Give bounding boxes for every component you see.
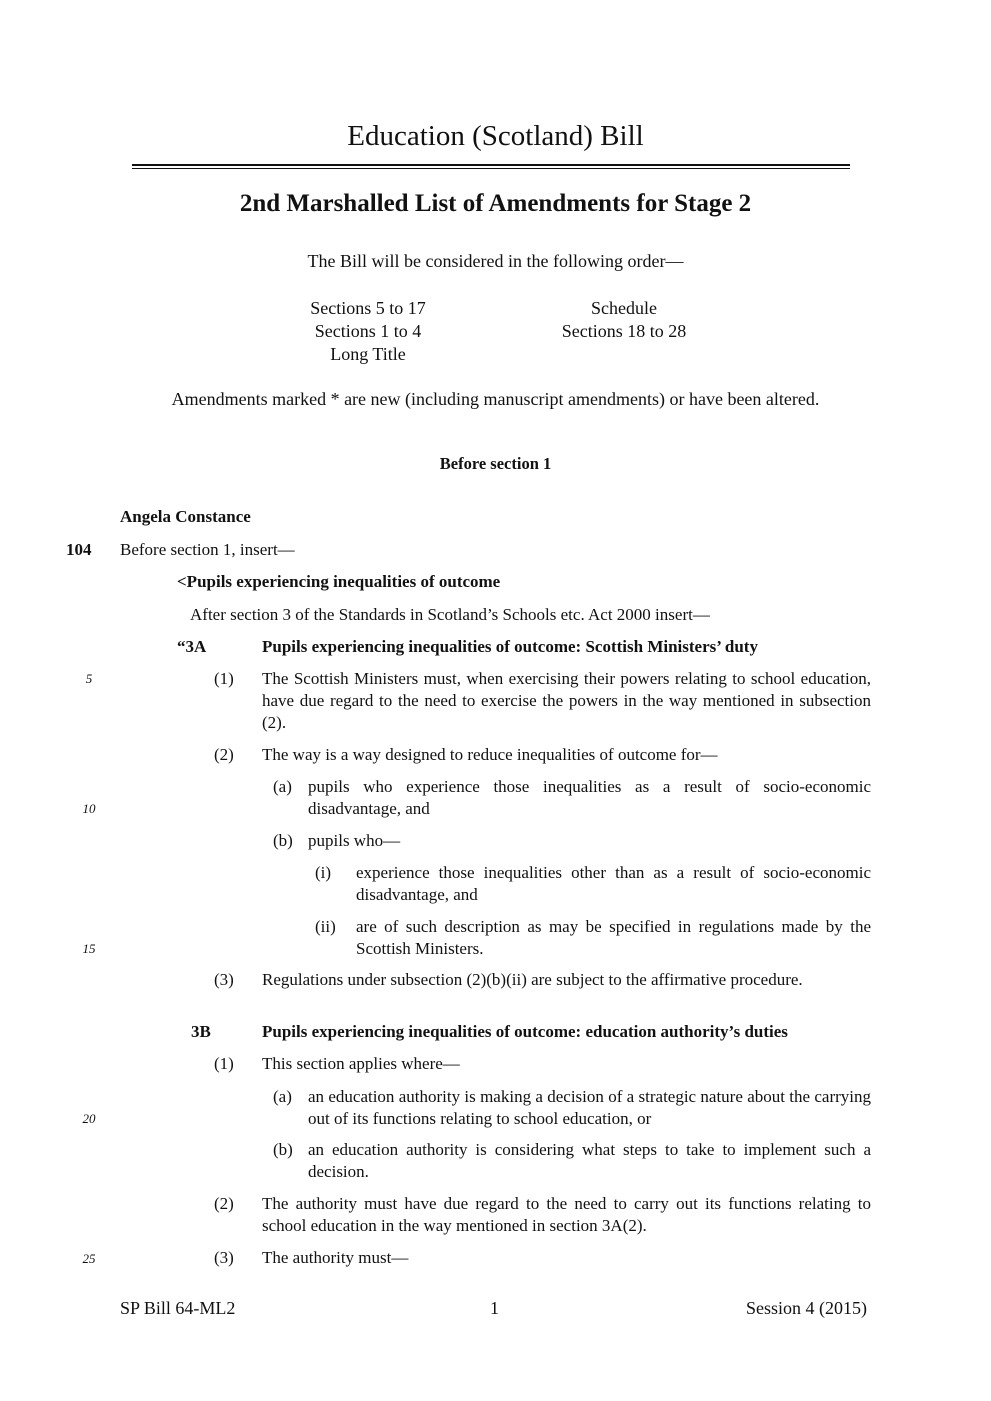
line-number: 25 [82,1251,96,1266]
line-number: 20 [82,1111,96,1126]
paragraph-text: an education authority is making a decision of a strategic nature about the carrying out of its functions relating to school education, or [308,1087,871,1128]
para-label: (b) [273,831,293,850]
section-3b-number: 3B [191,1022,211,1041]
subpara-label: (i) [315,863,332,882]
sub-label: (3) [214,970,234,989]
document-subtitle: 2nd Marshalled List of Amendments for Stage 2 [239,190,752,217]
order-item: Sections 18 to 28 [561,321,687,341]
amendment-number: 104 [66,540,92,559]
order-column-1 [268,297,468,366]
paragraph-text: pupils who— [308,831,401,850]
order-intro: The Bill will be considered in the following order— [307,251,684,271]
paragraph-text: an education authority is considering what steps to take to implement such a decision. [308,1140,871,1181]
insert-intro: After section 3 of the Standards in Scotland’s Schools etc. Act 2000 insert— [190,605,710,624]
order-item: Schedule [591,298,657,318]
member-name: Angela Constance [120,507,251,526]
sub-label: (1) [214,669,234,688]
para-label: (a) [273,1087,292,1106]
line-number: 5 [85,671,93,686]
inserted-heading: <Pupils experiencing inequalities of outcome [177,572,501,591]
subsection-text: The authority must have due regard to the need to carry out its functions relating to school education in the way mentioned in section 3A(2). [262,1194,871,1235]
footer-bill-ref: SP Bill 64-ML2 [120,1298,236,1318]
section-3a-number: “3A [177,637,207,656]
para-label: (b) [273,1140,293,1159]
order-item: Sections 5 to 17 [310,298,426,318]
sub-label: (2) [214,1194,234,1213]
subparagraph-text: experience those inequalities other than as a result of socio-economic disadvantage, and [356,863,871,904]
section-3a-heading: Pupils experiencing inequalities of outcome: Scottish Ministers’ duty [262,637,758,656]
order-item: Sections 1 to 4 [314,321,422,341]
section-3b-heading: Pupils experiencing inequalities of outcome: education authority’s duties [262,1022,788,1041]
subsection-text: Regulations under subsection (2)(b)(ii) are subject to the affirmative procedure. [262,970,803,989]
order-column-2 [524,297,724,343]
paragraph-text: pupils who experience those inequalities as a result of socio-economic disadvantage, and [308,777,871,818]
subsection-text: The authority must— [262,1248,409,1267]
subsection-text: The way is a way designed to reduce inequalities of outcome for— [262,745,718,764]
amendment-instruction: Before section 1, insert— [120,540,295,559]
sub-label: (1) [214,1054,234,1073]
line-number: 10 [82,801,96,816]
sub-label: (2) [214,745,234,764]
order-item: Long Title [330,344,406,364]
amendments-note: Amendments marked * are new (including manuscript amendments) or have been altered. [171,389,820,409]
sub-label: (3) [214,1248,234,1267]
subparagraph-text: are of such description as may be specified in regulations made by the Scottish Ministers. [356,917,871,958]
document-title: Education (Scotland) Bill [347,120,644,152]
para-label: (a) [273,777,292,796]
cross-heading: Before section 1 [439,454,552,473]
footer-session: Session 4 (2015) [746,1298,867,1318]
subpara-label: (ii) [315,917,336,936]
line-number: 15 [82,941,96,956]
title-double-rule-top [132,164,850,166]
footer-page-number: 1 [490,1298,499,1318]
title-double-rule-bottom [132,168,850,169]
subsection-text: This section applies where— [262,1054,460,1073]
subsection-text: The Scottish Ministers must, when exercising their powers relating to school education, have due regard to the need to exercise the powers in the way mentioned in subsection (2). [262,669,871,732]
